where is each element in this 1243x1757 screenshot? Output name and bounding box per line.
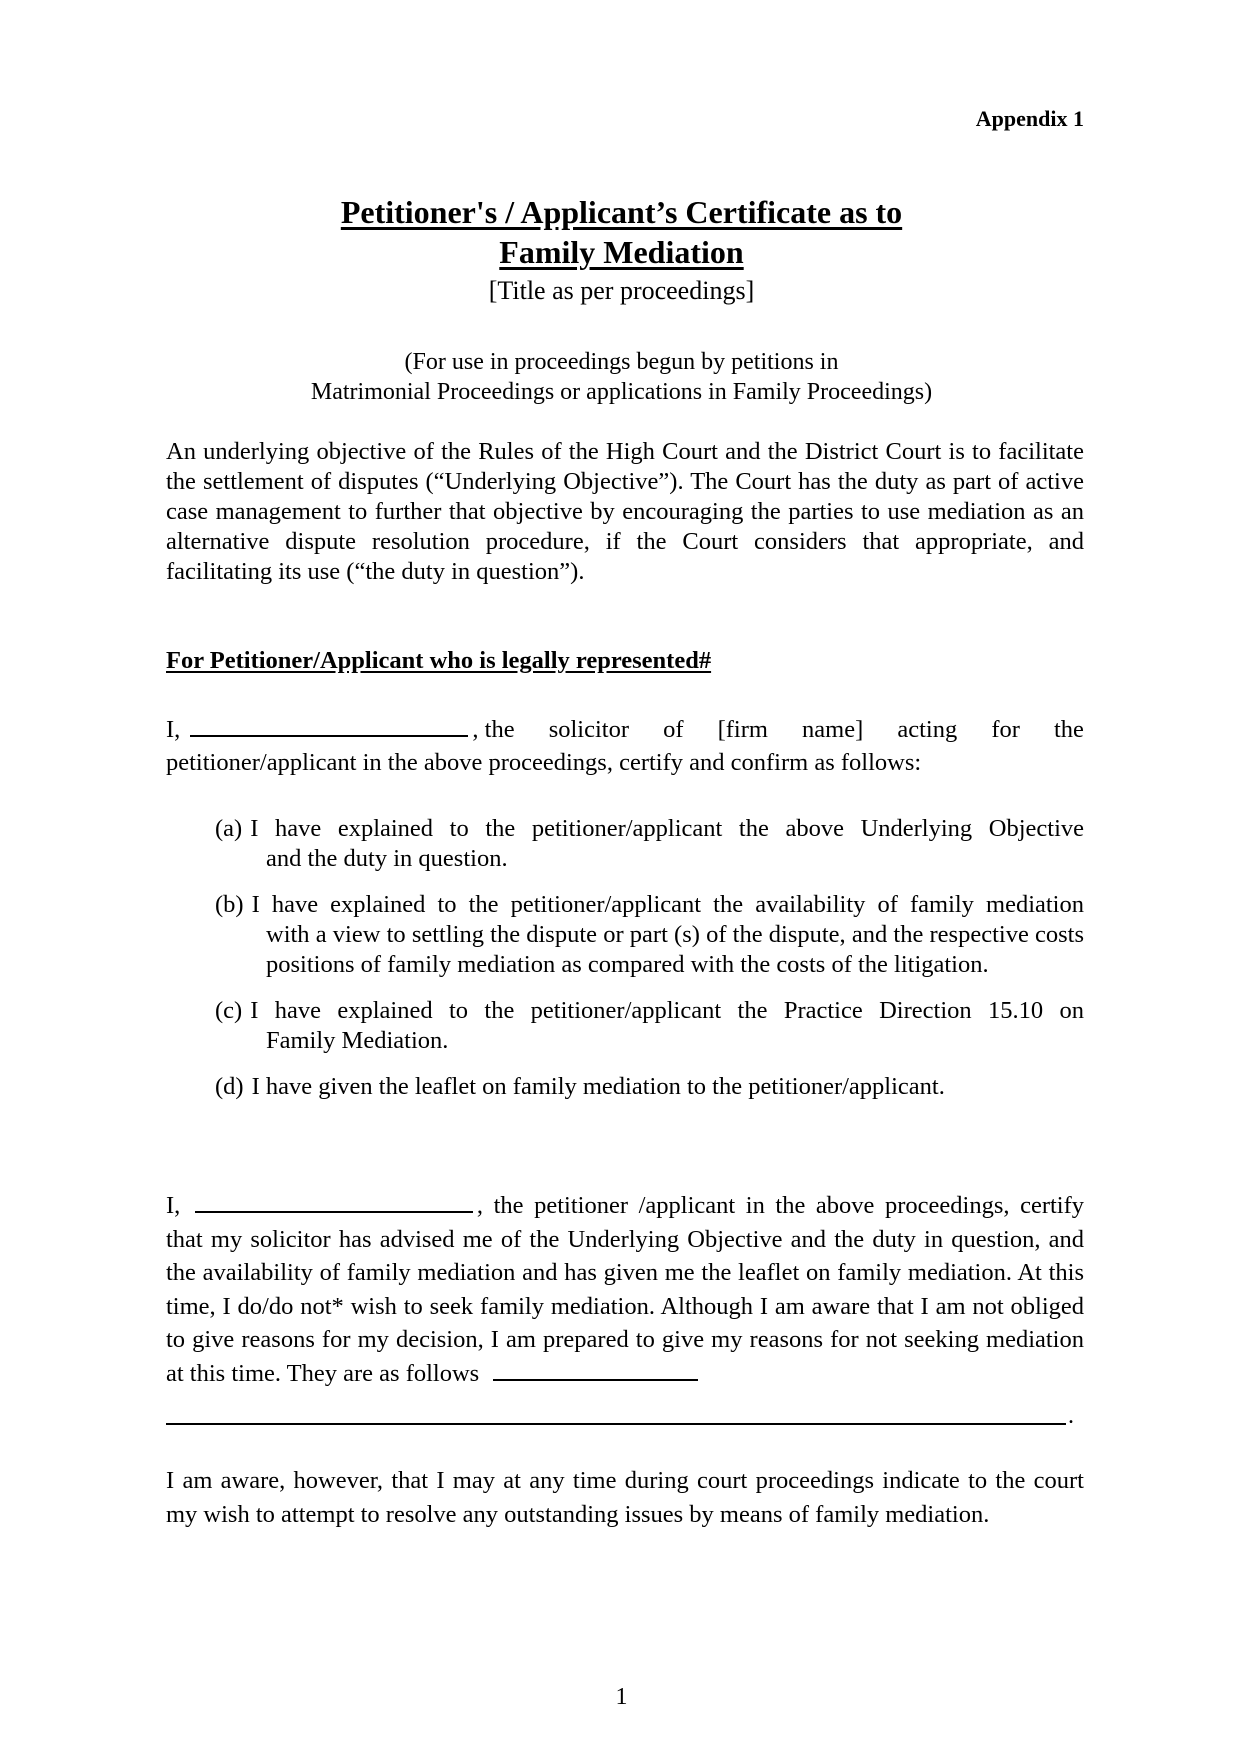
reasons-line-end: . <box>1068 1403 1074 1429</box>
title-line-2: Family Mediation <box>499 234 744 270</box>
item-label: (a) <box>215 815 243 842</box>
item-label: (d) <box>215 1073 244 1100</box>
usage-line-1: (For use in proceedings begun by petitions in <box>404 349 839 375</box>
petitioner-name-blank[interactable] <box>195 1189 473 1213</box>
item-continuation: and the duty in question. <box>266 845 508 872</box>
page-number: 1 <box>615 1684 628 1710</box>
section-heading: For Petitioner/Applicant who is legally represented# <box>166 647 712 674</box>
solicitor-line-2: petitioner/applicant in the above proceedings, certify and confirm as follows: <box>166 749 922 776</box>
word: acting <box>897 716 958 743</box>
item-label: (b) <box>215 891 244 918</box>
solicitor-name-blank[interactable] <box>190 713 468 737</box>
document-title <box>0 192 1243 306</box>
usage-note <box>0 347 1243 407</box>
title-line-1: Petitioner's / Applicant’s Certificate as to <box>340 194 903 230</box>
solicitor-line-1 <box>166 713 1084 746</box>
certification-item-a <box>215 814 1084 874</box>
certification-item-b <box>215 890 1084 980</box>
item-text: I have explained to the petitioner/applicant the above Underlying Objective <box>250 815 1084 842</box>
word: name] <box>802 716 864 743</box>
certification-item-d <box>215 1072 1084 1102</box>
objective-paragraph: An underlying objective of the Rules of the High Court and the District Court is to facilitate the settlement of disputes (“Underlying Objective”). The Court has the duty as part of active case management to further that objective by encouraging the parties to use mediation as an alternative dispute resolution procedure, if the Court considers that appropriate, and facilitating its use (“the duty in question”). <box>166 438 1084 585</box>
petitioner-line-1: , the petitioner /applicant in the above proceedings, certify <box>476 1192 1084 1219</box>
word: solicitor <box>548 716 629 743</box>
petitioner-prefix: I, <box>166 1192 181 1219</box>
reasons-blank-inline[interactable] <box>493 1357 698 1381</box>
solicitor-certification <box>166 713 1084 779</box>
item-label: (c) <box>215 997 243 1024</box>
petitioner-declaration <box>166 1189 1084 1390</box>
item-continuation: with a view to settling the dispute or part (s) of the dispute, and the respective costs positions of family mediation as compared with the costs of the litigation. <box>266 921 1084 978</box>
petitioner-body: that my solicitor has advised me of the Underlying Objective and the duty in question, and the availability of family mediation and has given me the leaflet on family mediation. At this time, I do/do not* wish to seek family mediation. Although I am aware that I am not obliged to give reasons for my decision, I am prepared to give my reasons for not seeking mediation at this time. They are as follows <box>166 1225 1084 1387</box>
certification-item-c <box>215 996 1084 1056</box>
awareness-paragraph: I am aware, however, that I may at any time during court proceedings indicate to the court my wish to attempt to resolve any outstanding issues by means of family mediation. <box>166 1467 1084 1528</box>
certification-items <box>215 814 1084 1118</box>
usage-line-2: Matrimonial Proceedings or applications in Family Proceedings) <box>310 379 933 405</box>
solicitor-prefix-with-blank: I, , the <box>166 713 515 746</box>
reasons-blank-line[interactable] <box>166 1403 1066 1425</box>
word: of <box>663 716 684 743</box>
item-text: I have explained to the petitioner/applicant the availability of family mediation <box>251 891 1084 918</box>
item-text: I have given the leaflet on family mediation to the petitioner/applicant. <box>251 1073 945 1100</box>
item-continuation: Family Mediation. <box>266 1027 449 1054</box>
title-placeholder: [Title as per proceedings] <box>488 276 755 305</box>
word: [firm <box>717 716 768 743</box>
appendix-label: Appendix 1 <box>975 106 1084 131</box>
word: the <box>1054 716 1084 743</box>
item-text: I have explained to the petitioner/applicant the Practice Direction 15.10 on <box>250 997 1084 1024</box>
word: for <box>991 716 1020 743</box>
